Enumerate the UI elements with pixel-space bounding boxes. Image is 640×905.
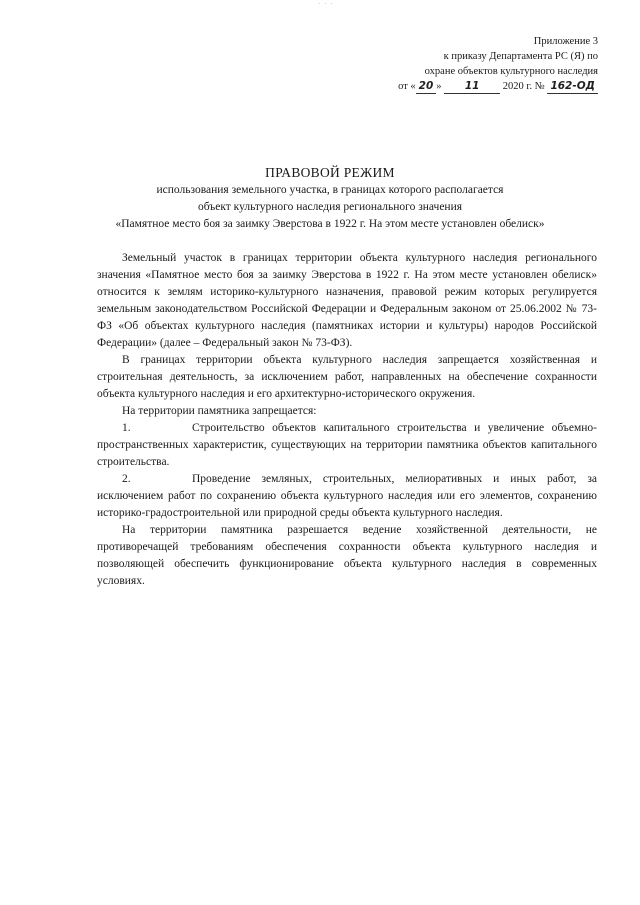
list-item-1-text: Строительство объектов капитального строительства и увеличение объемно-пространственных характеристик, существующих на территории памятника объектов капитального строительства. xyxy=(97,422,597,468)
appendix-line-2: к приказу Департамента РС (Я) по xyxy=(443,51,598,62)
paragraph-1: Земельный участок в границах территории объекта культурного наследия регионального значения «Памятное место боя за заимку Эверстова в 1922 г. На этом месте установлен обелиск» относится к землям историко-культурного назначения, правовой режим которых регулируется земельным законодательством Российской Федерации и Федеральным законом от 25.06.2002 № 73-ФЗ «Об объектах культурного наследия (памятниках истории и культуры) народов Российской Федерации» (далее – Федеральный закон № 73-ФЗ). xyxy=(97,252,597,349)
paragraph-3: На территории памятника запрещается: xyxy=(122,405,317,417)
paragraph-2: В границах территории объекта культурного наследия запрещается хозяйственная и строительная деятельность, за исключением работ, направленных на обеспечение сохранности объекта культурного наследия и его архитектурно-исторического окружения. xyxy=(97,354,597,400)
subtitle-line-3: «Памятное место боя за заимку Эверстова в 1922 г. На этом месте установлен обелиск» xyxy=(115,218,545,230)
scan-mark: ˙ ˙ ˙ xyxy=(318,2,334,10)
list-item-1 xyxy=(97,420,597,471)
appendix-line-3: охране объектов культурного наследия xyxy=(424,66,598,77)
title-block xyxy=(60,164,600,233)
list-item-2 xyxy=(97,471,597,522)
date-mid: » xyxy=(436,81,442,92)
date-year: 2020 г. № xyxy=(502,81,545,92)
subtitle-line-1: использования земельного участка, в границах которого располагается xyxy=(156,184,504,196)
list-item-1-number: 1. xyxy=(122,422,131,434)
list-item-2-text: Проведение земляных, строительных, мелиоративных и иных работ, за исключением работ по сохранению объекта культурного наследия или его элементов, сохранению историко-градостроительной или природной среды объекта культурного наследия. xyxy=(97,473,597,519)
appendix-date-line xyxy=(298,79,598,94)
order-number: 162-ОД xyxy=(547,80,598,94)
appendix-line-1: Приложение 3 xyxy=(533,36,598,47)
appendix-block xyxy=(298,34,598,94)
date-prefix: от « xyxy=(398,81,416,92)
document-title: ПРАВОВОЙ РЕЖИМ xyxy=(265,165,395,180)
date-day: 20 xyxy=(416,80,437,94)
subtitle-line-2: объект культурного наследия регионального значения xyxy=(197,201,463,213)
date-month: 11 xyxy=(444,80,500,94)
paragraph-4: На территории памятника разрешается ведение хозяйственной деятельности, не противоречащей требованиям обеспечения сохранности объекта культурного наследия и позволяющей обеспечить функционирование объекта культурного наследия в современных условиях. xyxy=(97,524,597,587)
document-body xyxy=(97,250,597,590)
list-item-2-number: 2. xyxy=(122,473,131,485)
